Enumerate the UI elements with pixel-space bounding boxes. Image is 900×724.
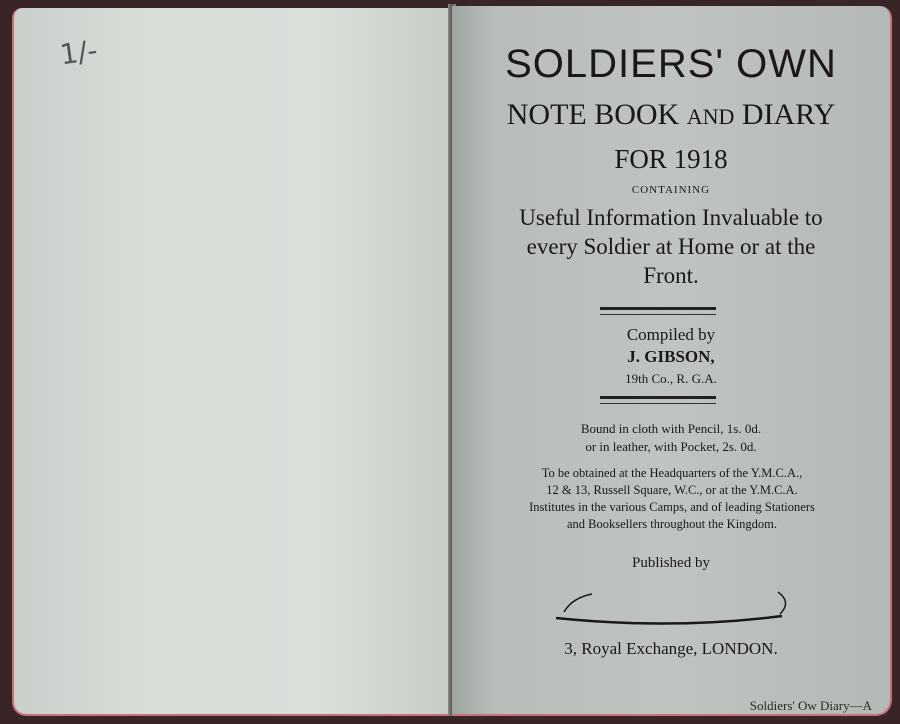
binding-prices	[452, 420, 890, 456]
availability-line: and Booksellers throughout the Kingdom.	[566, 517, 778, 531]
signature-footer: Soldiers' Ow Diary—A	[749, 698, 872, 713]
description-line: every Soldier at Home or at the	[526, 234, 816, 259]
publisher-logo-icon	[452, 580, 890, 628]
availability-note	[470, 465, 874, 533]
availability-line: To be obtained at the Headquarters of the Y.M.C.A.,	[541, 466, 803, 480]
pencil-price-mark: 1/-	[57, 33, 100, 72]
containing-label: CONTAINING	[631, 184, 711, 196]
year-line: FOR 1918	[614, 144, 728, 174]
book-title: SOLDIERS' OWN	[505, 42, 837, 86]
title-page	[452, 6, 892, 716]
published-by-label: Published by	[632, 555, 710, 571]
subtitle-and: AND	[686, 104, 735, 129]
publisher-logo	[452, 580, 890, 628]
description-line: Useful Information Invaluable to	[519, 205, 823, 230]
compiled-by-label: Compiled by	[626, 325, 716, 344]
description	[466, 203, 876, 290]
description-line: Front.	[643, 263, 699, 288]
subtitle-part1: NOTE BOOK	[506, 98, 680, 131]
availability-line: Institutes in the various Camps, and of leading Stationers	[529, 500, 815, 514]
binding-leather: or in leather, with Pocket, 2s. 0d.	[585, 439, 757, 454]
divider-rule	[600, 396, 716, 404]
compiler-block	[452, 324, 890, 390]
compiler-name: J. GIBSON,	[627, 347, 715, 366]
compiler-unit: 19th Co., R. G.A.	[625, 371, 717, 386]
publisher-address: 3, Royal Exchange, LONDON.	[564, 639, 778, 658]
left-page	[12, 8, 452, 716]
divider-rule	[600, 307, 716, 315]
availability-line: 12 & 13, Russell Square, W.C., or at the Y.M.C.A.	[546, 483, 798, 497]
binding-cloth: Bound in cloth with Pencil, 1s. 0d.	[580, 421, 762, 436]
subtitle-part2: DIARY	[741, 98, 836, 131]
book-subtitle	[452, 98, 890, 132]
